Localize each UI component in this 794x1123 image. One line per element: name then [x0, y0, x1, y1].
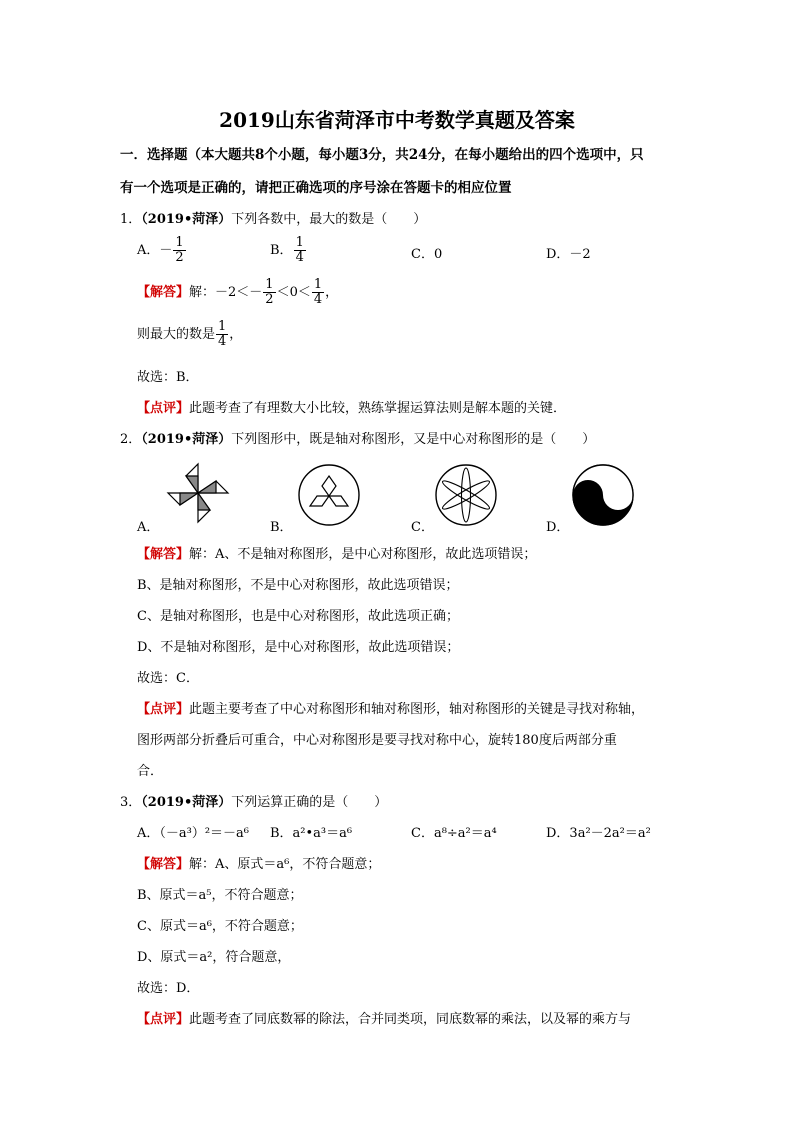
comment-label: 【点评】 — [137, 702, 190, 717]
question-stem: 下列运算正确的是（ ） — [231, 795, 388, 810]
question-source: （2019•菏泽） — [141, 212, 232, 227]
q1-option-c: C．0 — [411, 247, 443, 262]
question-number: 1． — [120, 212, 142, 227]
page-title: 2019山东省菏泽市中考数学真题及答案 — [219, 108, 575, 132]
q2-comment-line1: 【点评】此题主要考查了中心对称图形和轴对称图形，轴对称图形的关键是寻找对称轴， — [137, 702, 645, 717]
q1-solution-line2: 则最大的数是 $\frac{1}{4}$ ， — [137, 319, 243, 349]
q3-comment-line1: 【点评】此题考查了同底数幂的除法，合并同类项，同底数幂的乘法，以及幂的乘方与 — [137, 1012, 632, 1027]
q2-option-d: D． — [546, 520, 570, 535]
q2-comment-line3: 合． — [137, 764, 164, 779]
q2-option-b: B． — [270, 520, 293, 535]
q3-answer: 故选：D． — [137, 981, 200, 996]
q3-option-c: C．a⁸÷a²＝a⁴ — [411, 826, 497, 841]
q1-answer: 故选：B． — [137, 370, 199, 385]
q3-solution-line1: 【解答】解：A、原式＝a⁶，不符合题意； — [137, 857, 381, 872]
question-1 — [120, 208, 426, 227]
solution-label: 【解答】 — [137, 285, 190, 300]
question-source: （2019•菏泽） — [141, 432, 232, 447]
question-source: （2019•菏泽） — [141, 795, 232, 810]
q2-solution-line3: C、是轴对称图形，也是中心对称图形，故此选项正确； — [137, 609, 459, 624]
question-number: 2． — [120, 432, 142, 447]
q2-solution-line4: D、不是轴对称图形，是中心对称图形，故此选项错误； — [137, 640, 460, 655]
q2-answer: 故选：C． — [137, 671, 199, 686]
pinwheel-figure — [162, 462, 234, 524]
question-number: 3． — [120, 795, 142, 810]
question-3 — [120, 791, 387, 810]
q3-option-d: D．3a²－2a²＝a² — [546, 826, 651, 841]
section-heading-line1: 一．选择题（本大题共8个小题，每小题3分，共24分，在每小题给出的四个选项中，只 — [120, 147, 644, 163]
section-heading-line2: 有一个选项是正确的，请把正确选项的序号涂在答题卡的相应位置 — [120, 180, 512, 196]
q2-comment-line2: 图形两部分折叠后可重合，中心对称图形是要寻找对称中心，旋转180度后两部分重 — [137, 733, 617, 748]
solution-label: 【解答】 — [137, 857, 190, 872]
q3-solution-line4: D、原式＝a²，符合题意， — [137, 950, 291, 965]
q1-solution: 【解答】解：－2＜－ $\frac{1}{2}$ ＜0＜ $\frac{1}{4}$ ， — [137, 277, 339, 307]
comment-label: 【点评】 — [137, 1012, 190, 1027]
flower-figure — [433, 462, 499, 528]
comment-label: 【点评】 — [137, 401, 190, 416]
q2-option-a: A． — [137, 520, 160, 535]
q1-option-d: D．－2 — [546, 247, 591, 262]
question-2 — [120, 428, 595, 447]
three-diamond-figure — [296, 462, 362, 528]
q2-option-c: C． — [411, 520, 434, 535]
solution-label: 【解答】 — [137, 547, 190, 562]
question-stem: 下列各数中，最大的数是（ ） — [231, 212, 427, 227]
q3-solution-line3: C、原式＝a⁶，不符合题意； — [137, 919, 303, 934]
q1-option-b: B． $\frac{1}{4}$ — [270, 235, 304, 265]
q2-solution-line1: 【解答】解：A、不是轴对称图形，是中心对称图形，故此选项错误； — [137, 547, 537, 562]
q2-solution-line2: B、是轴对称图形，不是中心对称图形，故此选项错误； — [137, 578, 459, 593]
q3-option-b: B．a²•a³＝a⁶ — [270, 826, 353, 841]
fraction: $\frac{1}{4}$ — [295, 235, 304, 265]
question-stem: 下列图形中，既是轴对称图形，又是中心对称图形的是（ ） — [231, 432, 596, 447]
yin-yang-figure — [570, 462, 636, 528]
q1-option-a: A．－ $\frac{1}{2}$ — [137, 235, 184, 265]
q3-solution-line2: B、原式＝a⁵，不符合题意； — [137, 888, 303, 903]
q3-option-a: A．（－a³）²＝－a⁶ — [137, 826, 250, 841]
q1-comment: 【点评】此题考查了有理数大小比较，熟练掌握运算法则是解本题的关键． — [137, 401, 567, 416]
fraction: $\frac{1}{2}$ — [175, 235, 184, 265]
